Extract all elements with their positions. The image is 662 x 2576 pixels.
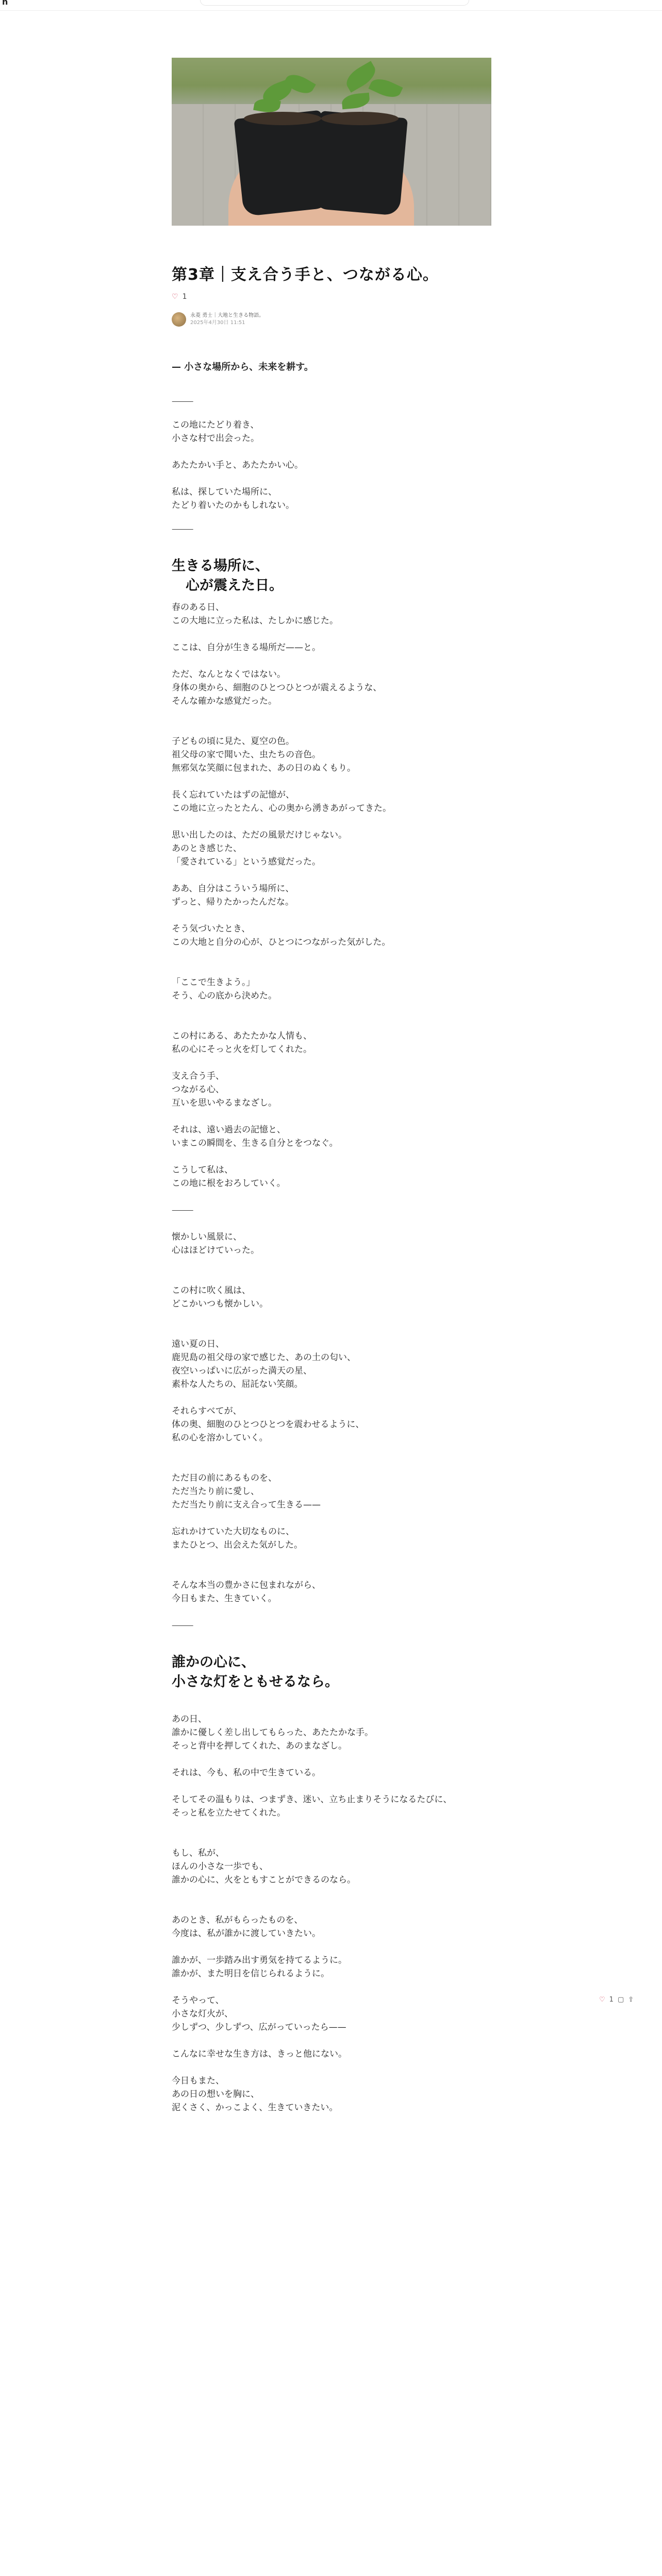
paragraph-spacer: [172, 1217, 491, 1230]
paragraph: ただ、なんとなくではない。 身体の奥から、細胞のひとつひとつが震えるような、 そんな確かな感覚だった。: [172, 669, 382, 706]
paragraph: それは、遠い過去の記憶と、 いまこの瞬間を、生きる自分とをつなぐ。: [172, 1125, 338, 1148]
paragraph-spacer: [172, 1391, 491, 1404]
article-author[interactable]: [172, 312, 264, 327]
paragraph-spacer: [172, 1552, 491, 1579]
paragraph: ⸻: [172, 1620, 194, 1631]
paragraph: 懐かしい風景に、 心はほどけていった。: [172, 1232, 259, 1256]
paragraph-spacer: [172, 408, 491, 418]
paragraph: それらすべてが、 体の奥、細胞のひとつひとつを震わせるように、 私の心を溶かしていく。: [172, 1406, 365, 1443]
paragraph-spacer: [172, 708, 491, 735]
floating-like-count: 1: [609, 1996, 614, 2004]
paragraph: 忘れかけていた大切なものに、 またひとつ、出会えた気がした。: [172, 1527, 303, 1550]
paragraph-spacer: [172, 654, 491, 668]
paragraph-spacer: [172, 949, 491, 976]
article-hero-image: [172, 58, 491, 226]
paragraph: 支え合う手、 つながる心、 互いを思いやるまなざし。: [172, 1071, 277, 1108]
paragraph: こんなに幸せな生き方は、きっと他にない。: [172, 2049, 347, 2059]
site-logo[interactable]: n: [2, 0, 8, 7]
hero-seedling-pot-right: [312, 111, 408, 216]
top-search-bar[interactable]: [200, 0, 469, 6]
article-title: 第3章｜支え合う手と、つながる心。: [172, 266, 439, 284]
paragraph-spacer: [172, 596, 491, 601]
paragraph-spacer: [172, 1257, 491, 1284]
author-avatar[interactable]: [172, 312, 186, 327]
paragraph: 今日もまた、 あの日の想いを胸に、 泥くさく、かっこよく、生きていきたい。: [172, 2076, 338, 2113]
paragraph-spacer: [172, 445, 491, 459]
paragraph-spacer: [172, 1605, 491, 1619]
paragraph: あたたかい手と、あたたかい心。: [172, 460, 303, 470]
paragraph-spacer: [172, 869, 491, 882]
section-heading: 誰かの心に、 小さな灯をともせるなら。: [172, 1654, 339, 1690]
paragraph: そしてその温もりは、つまずき、迷い、立ち止まりそうになるたびに、 そっと私を立たせてくれた。: [172, 1794, 452, 1818]
paragraph-spacer: [172, 775, 491, 788]
paragraph-spacer: [172, 2061, 491, 2074]
comment-icon[interactable]: ▢: [617, 1996, 624, 2004]
paragraph: この地にたどり着き、 小さな村で出会った。: [172, 420, 259, 444]
paragraph: 誰かが、一歩踏み出す勇気を持てるように。 誰かが、また明日を信じられるように。: [172, 1955, 347, 1979]
paragraph-spacer: [172, 536, 491, 556]
paragraph: ⸻: [172, 396, 194, 406]
paragraph: ⸻: [172, 524, 194, 534]
paragraph-spacer: [172, 1110, 491, 1123]
like-count: 1: [182, 293, 187, 301]
paragraph-spacer: [172, 1887, 491, 1913]
paragraph-spacer: [172, 472, 491, 485]
paragraph-spacer: [172, 374, 491, 395]
paragraph: 春のある日、 この大地に立った私は、たしかに感じた。: [172, 602, 338, 626]
share-icon[interactable]: ⇪: [628, 1996, 634, 2004]
paragraph-spacer: [172, 815, 491, 828]
author-name[interactable]: 永菱 勇士｜大地と生きる物語。: [190, 313, 264, 318]
paragraph: ここは、自分が生きる場所だ——と。: [172, 642, 321, 653]
floating-heart-icon[interactable]: ♡: [599, 1996, 605, 2004]
heart-icon: ♡: [172, 293, 178, 301]
top-navigation-bar: [0, 0, 662, 11]
paragraph: それは、今も、私の中で生きている。: [172, 1768, 321, 1778]
paragraph-spacer: [172, 1190, 491, 1204]
article-like-summary[interactable]: [172, 292, 187, 302]
article-body: [172, 361, 491, 2114]
paragraph-spacer: [172, 2034, 491, 2047]
paragraph: 私は、探していた場所に、 たどり着いたのかもしれない。: [172, 487, 294, 511]
paragraph: 遠い夏の日、 鹿児島の祖父母の家で感じた、あの土の匂い、 夜空いっぱいに広がった満天の星、 素朴な人たちの、屈託ない笑顔。: [172, 1339, 356, 1389]
paragraph-spacer: [172, 1692, 491, 1713]
paragraph-spacer: [172, 1820, 491, 1846]
paragraph-spacer: [172, 1780, 491, 1793]
paragraph-spacer: [172, 1980, 491, 1994]
paragraph: ⸻: [172, 1205, 194, 1215]
paragraph-spacer: [172, 1632, 491, 1653]
paragraph: 長く忘れていたはずの記憶が、 この地に立ったとたん、心の奥から湧きあがってきた。: [172, 790, 392, 814]
paragraph-spacer: [172, 1003, 491, 1029]
paragraph-spacer: [172, 512, 491, 522]
paragraph-spacer: [172, 1150, 491, 1163]
paragraph-spacer: [172, 909, 491, 922]
paragraph: この村に吹く風は、 どこかいつも懐かしい。: [172, 1285, 268, 1309]
paragraph: そう気づいたとき、 この大地と自分の心が、ひとつにつながった気がした。: [172, 924, 391, 947]
paragraph: そうやって、 小さな灯火が、 少しずつ、少しずつ、広がっていったら——: [172, 1995, 346, 2032]
hero-soil-left: [244, 112, 321, 125]
hero-soil-right: [321, 112, 399, 125]
paragraph-spacer: [172, 1311, 491, 1337]
paragraph: この村にある、あたたかな人情も、 私の心にそっと火を灯してくれた。: [172, 1031, 312, 1055]
section-heading: 生きる場所に、 心が震えた日。: [172, 558, 283, 594]
paragraph: もし、私が、 ほんの小さな一歩でも、 誰かの心に、火をともすことができるのなら。: [172, 1848, 356, 1885]
paragraph-spacer: [172, 628, 491, 641]
paragraph: 「ここで生きよう。」 そう、心の底から決めた。: [172, 977, 277, 1001]
paragraph: ああ、自分はこういう場所に、 ずっと、帰りたかったんだな。: [172, 884, 294, 907]
paragraph-spacer: [172, 1940, 491, 1954]
publish-date: 2025年4月30日 11:51: [190, 320, 245, 326]
paragraph: 思い出したのは、ただの風景だけじゃない。 あのとき感じた、 「愛されている」という感覚だった。: [172, 830, 347, 867]
paragraph-spacer: [172, 1512, 491, 1525]
paragraph: そんな本当の豊かさに包まれながら、 今日もまた、生きていく。: [172, 1580, 321, 1604]
paragraph-spacer: [172, 1445, 491, 1471]
floating-action-bar: [599, 1996, 634, 2004]
paragraph: こうして私は、 この地に根をおろしていく。: [172, 1165, 286, 1189]
paragraph-spacer: [172, 1056, 491, 1070]
paragraph: あの日、 誰かに優しく差し出してもらった、あたたかな手。 そっと背中を押してくれた、あのまなざし。: [172, 1714, 373, 1751]
paragraph: あのとき、私がもらったものを、 今度は、私が誰かに渡していきたい。: [172, 1915, 321, 1939]
paragraph: 子どもの頃に見た、夏空の色。 祖父母の家で聞いた、虫たちの音色。 無邪気な笑顔に包まれた、あの日のぬくもり。: [172, 736, 356, 773]
article-lead: — 小さな場所から、未来を耕す。: [172, 362, 313, 372]
paragraph-spacer: [172, 1753, 491, 1766]
paragraph: ただ目の前にあるものを、 ただ当たり前に愛し、 ただ当たり前に支え合って生きる——: [172, 1473, 321, 1510]
hero-grass-background: [172, 58, 491, 104]
